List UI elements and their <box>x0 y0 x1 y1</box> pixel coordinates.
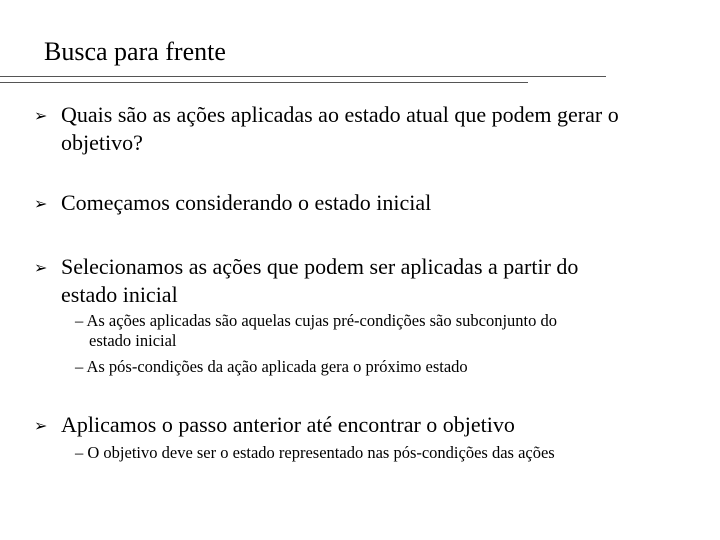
bullet-item-2 <box>61 189 681 217</box>
sub-item-3-1 <box>75 311 675 351</box>
bullet-item-4 <box>61 411 681 439</box>
sub-item-3-2-line-1: – As pós-condições da ação aplicada gera o próximo estado <box>75 357 468 376</box>
sub-item-3-1-line-2: estado inicial <box>89 331 177 350</box>
slide-title: Busca para frente <box>44 37 226 66</box>
bullet-arrow-icon: ➢ <box>34 106 48 125</box>
bullet-item-3-line-2: estado inicial <box>61 282 178 307</box>
bullet-item-1-line-1: Quais são as ações aplicadas ao estado atual que podem gerar o <box>61 102 619 127</box>
bullet-item-1-line-2: objetivo? <box>61 130 143 155</box>
sub-item-3-2 <box>75 357 675 377</box>
bullet-item-4-line-1: Aplicamos o passo anterior até encontrar o objetivo <box>61 412 515 437</box>
bullet-arrow-icon: ➢ <box>34 258 48 277</box>
sub-item-4-1 <box>75 443 675 463</box>
sub-item-3-1-line-1: – As ações aplicadas são aquelas cujas pré-condições são subconjunto do <box>75 311 558 330</box>
bullet-item-3 <box>61 253 681 309</box>
title-divider-top <box>0 76 606 77</box>
bullet-item-1 <box>61 101 681 157</box>
bullet-item-3-line-1: Selecionamos as ações que podem ser aplicadas a partir do <box>61 254 579 279</box>
bullet-item-2-line-1: Começamos considerando o estado inicial <box>61 190 432 215</box>
bullet-arrow-icon: ➢ <box>34 416 48 435</box>
sub-item-4-1-line-1: – O objetivo deve ser o estado representado nas pós-condições das ações <box>75 443 555 462</box>
bullet-arrow-icon: ➢ <box>34 194 48 213</box>
title-divider-bottom <box>0 82 528 83</box>
